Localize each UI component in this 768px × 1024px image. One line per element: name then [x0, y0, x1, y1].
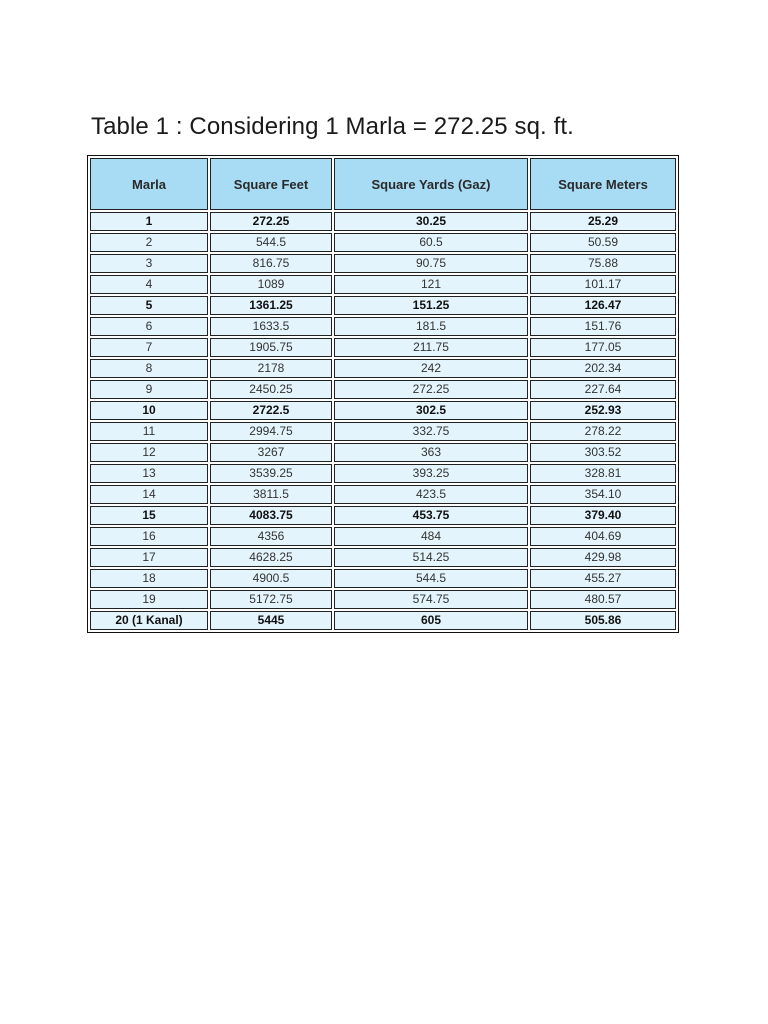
cell-square-yards: 363: [334, 443, 528, 462]
cell-square-feet: 272.25: [210, 212, 332, 231]
table-header-row: [90, 158, 676, 210]
cell-square-yards: 484: [334, 527, 528, 546]
table-body: [90, 212, 676, 630]
cell-marla: 11: [90, 422, 208, 441]
cell-square-feet: 1633.5: [210, 317, 332, 336]
table-row: [90, 548, 676, 567]
cell-square-feet: 1905.75: [210, 338, 332, 357]
cell-square-meters: 429.98: [530, 548, 676, 567]
cell-square-meters: 354.10: [530, 485, 676, 504]
cell-marla: 7: [90, 338, 208, 357]
table-row: [90, 317, 676, 336]
cell-square-yards: 151.25: [334, 296, 528, 315]
cell-marla: 15: [90, 506, 208, 525]
cell-square-yards: 332.75: [334, 422, 528, 441]
cell-square-meters: 50.59: [530, 233, 676, 252]
cell-square-meters: 202.34: [530, 359, 676, 378]
cell-marla: 12: [90, 443, 208, 462]
cell-square-meters: 480.57: [530, 590, 676, 609]
cell-marla: 1: [90, 212, 208, 231]
cell-marla: 9: [90, 380, 208, 399]
cell-square-yards: 514.25: [334, 548, 528, 567]
cell-marla: 8: [90, 359, 208, 378]
cell-square-yards: 272.25: [334, 380, 528, 399]
cell-square-yards: 60.5: [334, 233, 528, 252]
cell-marla: 19: [90, 590, 208, 609]
cell-square-feet: 2450.25: [210, 380, 332, 399]
table-row: [90, 212, 676, 231]
table-row: [90, 464, 676, 483]
cell-square-meters: 25.29: [530, 212, 676, 231]
cell-square-feet: 4083.75: [210, 506, 332, 525]
cell-square-yards: 574.75: [334, 590, 528, 609]
page-title: Table 1 : Considering 1 Marla = 272.25 sq. ft.: [91, 113, 574, 140]
header-square-feet: Square Feet: [210, 158, 332, 210]
table-row: [90, 527, 676, 546]
cell-marla: 13: [90, 464, 208, 483]
cell-square-meters: 151.76: [530, 317, 676, 336]
cell-square-feet: 1089: [210, 275, 332, 294]
cell-square-yards: 453.75: [334, 506, 528, 525]
cell-square-feet: 5172.75: [210, 590, 332, 609]
cell-marla: 20 (1 Kanal): [90, 611, 208, 630]
table-row: [90, 254, 676, 273]
cell-square-feet: 2722.5: [210, 401, 332, 420]
table-row: [90, 569, 676, 588]
header-square-yards: Square Yards (Gaz): [334, 158, 528, 210]
cell-marla: 5: [90, 296, 208, 315]
cell-square-meters: 126.47: [530, 296, 676, 315]
cell-square-meters: 303.52: [530, 443, 676, 462]
cell-marla: 6: [90, 317, 208, 336]
table-row: [90, 485, 676, 504]
table-row: [90, 506, 676, 525]
conversion-table-container: [87, 155, 677, 633]
header-marla: Marla: [90, 158, 208, 210]
cell-square-feet: 4356: [210, 527, 332, 546]
cell-square-feet: 3539.25: [210, 464, 332, 483]
cell-square-yards: 121: [334, 275, 528, 294]
cell-square-yards: 242: [334, 359, 528, 378]
cell-square-feet: 2178: [210, 359, 332, 378]
cell-square-yards: 605: [334, 611, 528, 630]
table-row: [90, 275, 676, 294]
cell-square-feet: 544.5: [210, 233, 332, 252]
cell-marla: 18: [90, 569, 208, 588]
cell-square-meters: 404.69: [530, 527, 676, 546]
table-row: [90, 611, 676, 630]
cell-square-meters: 227.64: [530, 380, 676, 399]
cell-square-feet: 1361.25: [210, 296, 332, 315]
cell-square-yards: 544.5: [334, 569, 528, 588]
table-row: [90, 233, 676, 252]
cell-square-feet: 4628.25: [210, 548, 332, 567]
cell-square-meters: 75.88: [530, 254, 676, 273]
table-row: [90, 590, 676, 609]
cell-marla: 4: [90, 275, 208, 294]
cell-square-meters: 252.93: [530, 401, 676, 420]
cell-square-feet: 3811.5: [210, 485, 332, 504]
cell-square-feet: 2994.75: [210, 422, 332, 441]
table-row: [90, 401, 676, 420]
table-row: [90, 296, 676, 315]
table-row: [90, 380, 676, 399]
cell-square-meters: 101.17: [530, 275, 676, 294]
cell-square-yards: 423.5: [334, 485, 528, 504]
header-square-meters: Square Meters: [530, 158, 676, 210]
table-row: [90, 443, 676, 462]
table-row: [90, 338, 676, 357]
cell-square-yards: 30.25: [334, 212, 528, 231]
cell-marla: 14: [90, 485, 208, 504]
cell-square-meters: 379.40: [530, 506, 676, 525]
cell-square-yards: 211.75: [334, 338, 528, 357]
table-row: [90, 422, 676, 441]
cell-square-feet: 5445: [210, 611, 332, 630]
cell-square-yards: 90.75: [334, 254, 528, 273]
cell-square-yards: 302.5: [334, 401, 528, 420]
cell-square-feet: 3267: [210, 443, 332, 462]
cell-square-meters: 177.05: [530, 338, 676, 357]
table-row: [90, 359, 676, 378]
cell-square-feet: 816.75: [210, 254, 332, 273]
cell-marla: 10: [90, 401, 208, 420]
marla-conversion-table: [87, 155, 679, 633]
cell-marla: 3: [90, 254, 208, 273]
cell-marla: 2: [90, 233, 208, 252]
cell-square-meters: 278.22: [530, 422, 676, 441]
cell-square-meters: 328.81: [530, 464, 676, 483]
cell-marla: 17: [90, 548, 208, 567]
cell-marla: 16: [90, 527, 208, 546]
cell-square-meters: 455.27: [530, 569, 676, 588]
cell-square-yards: 181.5: [334, 317, 528, 336]
cell-square-meters: 505.86: [530, 611, 676, 630]
cell-square-yards: 393.25: [334, 464, 528, 483]
cell-square-feet: 4900.5: [210, 569, 332, 588]
